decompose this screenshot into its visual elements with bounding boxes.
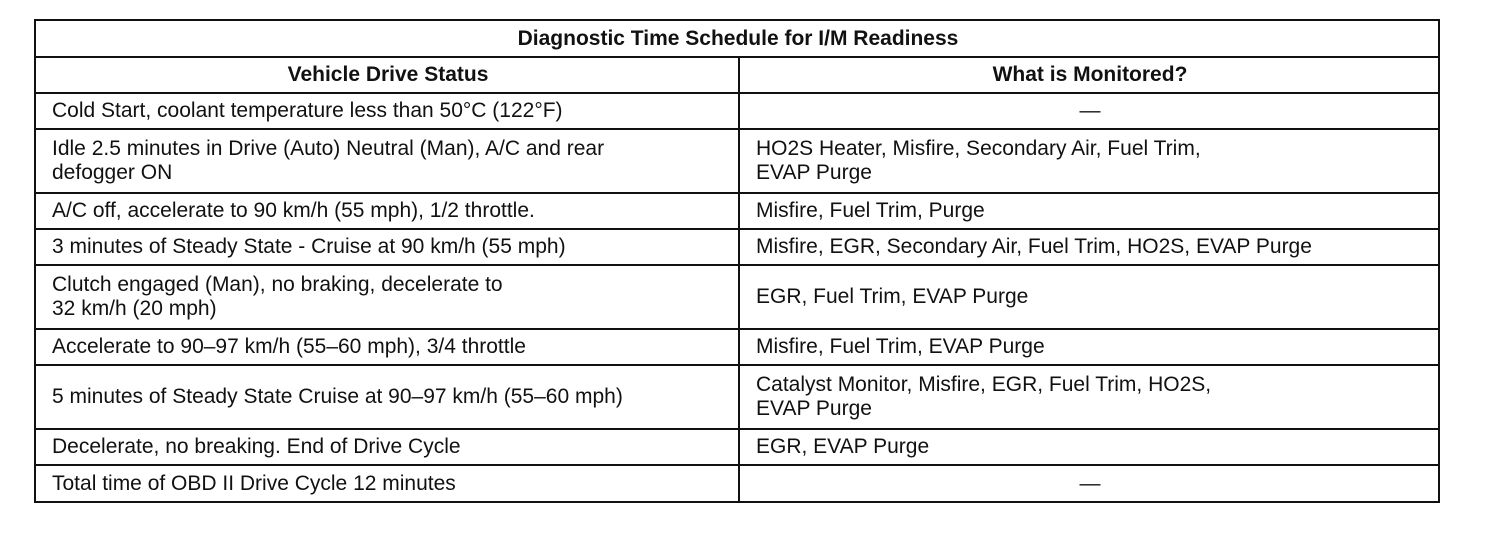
table-row (35, 93, 1439, 129)
monitored-cell (739, 265, 1439, 329)
table-header-row (35, 57, 1439, 93)
table-row (35, 193, 1439, 229)
table-title: Diagnostic Time Schedule for I/M Readiness (35, 20, 1439, 57)
table-row (35, 329, 1439, 365)
drive-status-text: Decelerate, no breaking. End of Drive Cycle (52, 435, 461, 458)
drive-status-text: Accelerate to 90–97 km/h (55–60 mph), 3/4 throttle (52, 335, 526, 358)
header-what-is-monitored: What is Monitored? (739, 57, 1439, 93)
table-row (35, 429, 1439, 465)
drive-status-text: Total time of OBD II Drive Cycle 12 minutes (52, 471, 456, 495)
monitored-cell (739, 365, 1439, 429)
monitored-text: Misfire, EGR, Secondary Air, Fuel Trim, HO2S, EVAP Purge (756, 235, 1312, 258)
drive-status-cell (35, 265, 739, 329)
monitored-text: EGR, Fuel Trim, EVAP Purge (756, 285, 1029, 308)
monitored-text: EGR, EVAP Purge (756, 435, 930, 458)
monitored-text: Misfire, Fuel Trim, Purge (756, 199, 985, 222)
monitored-cell (739, 129, 1439, 193)
monitored-cell (739, 229, 1439, 265)
table-row (35, 229, 1439, 265)
monitored-text: HO2S Heater, Misfire, Secondary Air, Fuel Trim, EVAP Purge (756, 137, 1201, 184)
schedule-table-container (34, 19, 1440, 503)
monitored-cell (739, 193, 1439, 229)
monitored-cell (739, 329, 1439, 365)
drive-status-cell (35, 193, 739, 229)
monitored-cell (739, 465, 1439, 502)
monitored-cell (739, 93, 1439, 129)
table-row (35, 365, 1439, 429)
monitored-text: — (1079, 99, 1101, 122)
drive-status-text: Idle 2.5 minutes in Drive (Auto) Neutral (Man), A/C and rear defogger ON (52, 137, 605, 184)
monitored-text: — (1079, 471, 1101, 495)
drive-status-text: 3 minutes of Steady State - Cruise at 90 km/h (55 mph) (52, 235, 566, 258)
drive-status-cell (35, 465, 739, 502)
monitored-text: Catalyst Monitor, Misfire, EGR, Fuel Trim, HO2S, EVAP Purge (756, 373, 1212, 420)
drive-status-text: A/C off, accelerate to 90 km/h (55 mph), 1/2 throttle. (52, 199, 535, 222)
monitored-text: Misfire, Fuel Trim, EVAP Purge (756, 335, 1045, 358)
drive-status-cell (35, 229, 739, 265)
drive-status-cell (35, 365, 739, 429)
drive-status-text: Clutch engaged (Man), no braking, decelerate to 32 km/h (20 mph) (52, 273, 503, 320)
table-row (35, 129, 1439, 193)
header-vehicle-drive-status: Vehicle Drive Status (35, 57, 739, 93)
drive-status-cell (35, 329, 739, 365)
drive-status-text: 5 minutes of Steady State Cruise at 90–97 km/h (55–60 mph) (52, 385, 623, 408)
drive-status-cell (35, 429, 739, 465)
monitored-cell (739, 429, 1439, 465)
drive-status-text: Cold Start, coolant temperature less than 50°C (122°F) (52, 99, 563, 122)
table-title-row (35, 20, 1439, 57)
diagnostic-schedule-table (34, 19, 1440, 503)
drive-status-cell (35, 93, 739, 129)
table-row (35, 265, 1439, 329)
table-row (35, 465, 1439, 502)
drive-status-cell (35, 129, 739, 193)
